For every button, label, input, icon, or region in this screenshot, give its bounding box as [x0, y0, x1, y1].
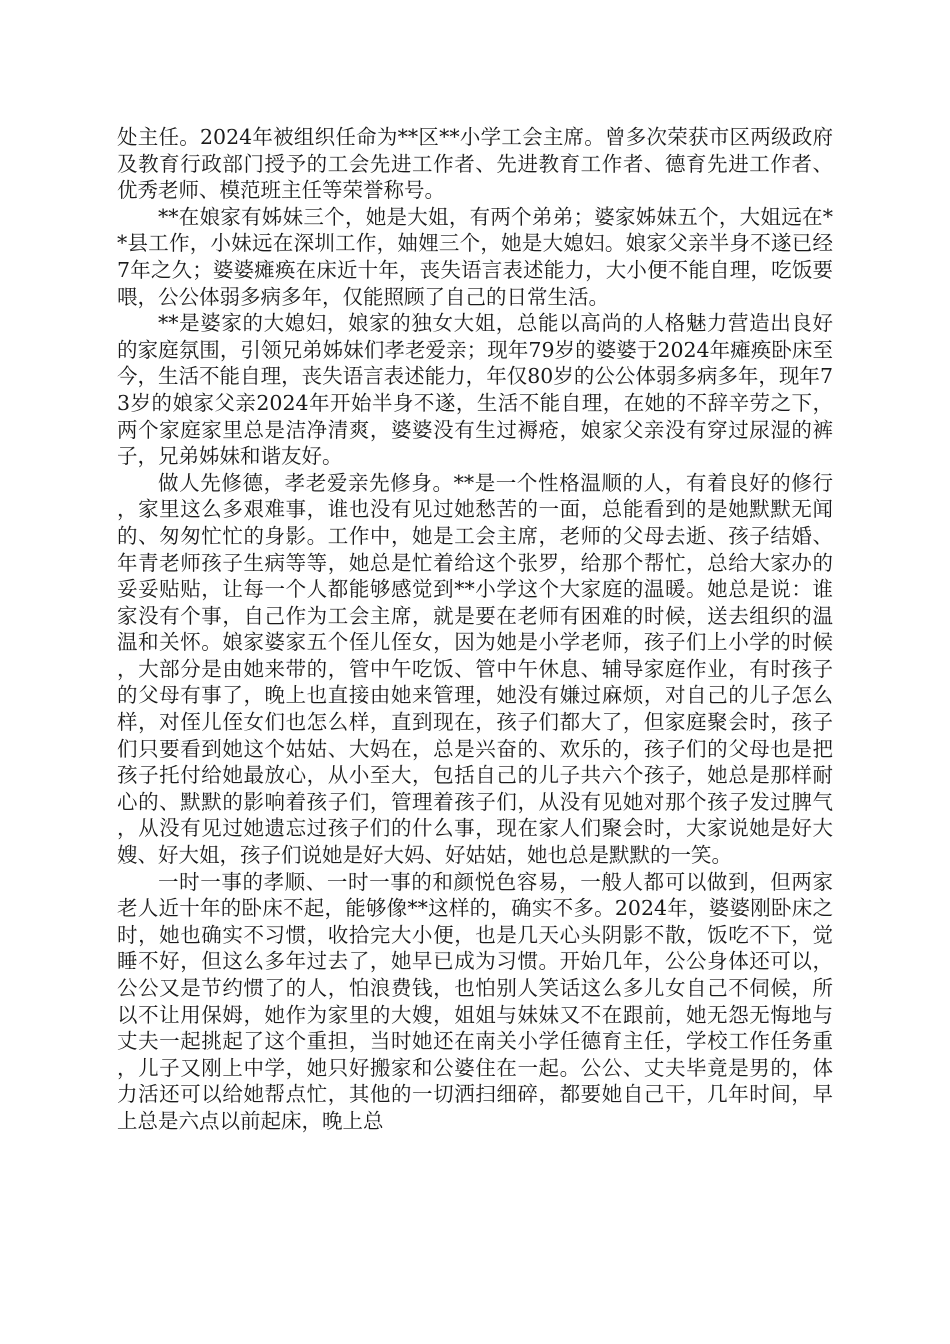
paragraph-family-background: **在娘家有姊妹三个，她是大姐，有两个弟弟；婆家姊妹五个，大姐远在**县工作，小妹远在深圳工作，妯娌三个，她是大媳妇。娘家父亲半身不遂已经7年之久；婆婆瘫痪在床近十年，丧失语言表述能力，大小便不能自理，吃饭要喂，公公体弱多病多年，仅能照顾了自己的日常生活。	[117, 204, 833, 309]
paragraph-continuation: 处主任。2024年被组织任命为**区**小学工会主席。曾多次荣获市区两级政府及教育行政部门授予的工会先进工作者、先进教育工作者、德育先进工作者、优秀老师、模范班主任等荣誉称号。	[117, 125, 833, 203]
paragraph-virtue: 做人先修德，孝老爱亲先修身。**是一个性格温顺的人，有着良好的修行，家里这么多艰难事，谁也没有见过她愁苦的一面，总能看到的是她默默无闻的、匆匆忙忙的身影。工作中，她是工会主席，老师的父母去逝、孩子结婚、年青老师孩子生病等等，她总是忙着给这个张罗，给那个帮忙，总给大家办的妥妥贴贴，让每一个人都能够感觉到**小学这个大家庭的温暖。她总是说：谁家没有个事，自己作为工会主席，就是要在老师有困难的时候，送去组织的温温和关怀。娘家婆家五个侄儿侄女，因为她是小学老师，孩子们上小学的时候，大部分是由她来带的，管中午吃饭、管中午休息、辅导家庭作业，有时孩子的父母有事了，晚上也直接由她来管理，她没有嫌过麻烦，对自己的儿子怎么样，对侄儿侄女们也怎么样，直到现在，孩子们都大了，但家庭聚会时，孩子们只要看到她这个姑姑、大妈在，总是兴奋的、欢乐的，孩子们的父母也是把孩子托付给她最放心，从小至大，包括自己的儿子共六个孩子，她总是那样耐心的、默默的影响着孩子们，管理着孩子们，从没有见她对那个孩子发过脾气，从没有见过她遗忘过孩子们的什么事，现在家人们聚会时，大家说她是好大嫂、好大姐，孩子们说她是好大妈、好姑姑，她也总是默默的一笑。	[117, 470, 833, 868]
paragraph-eldest-daughter-in-law: **是婆家的大媳妇，娘家的独女大姐，总能以高尚的人格魅力营造出良好的家庭氛围，引领兄弟姊妹们孝老爱亲；现年79岁的婆婆于2024年瘫痪卧床至今，生活不能自理，丧失语言表述能力，年仅80岁的公公体弱多病多年，现年73岁的娘家父亲2024年开始半身不遂，生活不能自理，在她的不辞辛劳之下，两个家庭家里总是洁净清爽，婆婆没有生过褥疮，娘家父亲没有穿过尿湿的裤子，兄弟姊妹和谐友好。	[117, 311, 833, 469]
paragraph-long-term-care: 一时一事的孝顺、一时一事的和颜悦色容易，一般人都可以做到，但两家老人近十年的卧床不起，能够像**这样的，确实不多。2024年，婆婆刚卧床之时，她也确实不习惯，收拾完大小便，也是几天心头阴影不散，饭吃不下，觉睡不好，但这么多年过去了，她早已成为习惯。开始几年，公公身体还可以，公公又是节约惯了的人，怕浪费钱，也怕别人笑话这么多儿女自己不伺候，所以不让用保姆，她作为家里的大嫂，姐姐与妹妹又不在跟前，她无怨无悔地与丈夫一起挑起了这个重担，当时她还在南关小学任德育主任，学校工作任务重，儿子又刚上中学，她只好搬家和公婆住在一起。公公、丈夫毕竟是男的，体力活还可以给她帮点忙，其他的一切洒扫细碎，都要她自己干，几年时间，早上总是六点以前起床，晚上总	[117, 869, 833, 1133]
body-text	[117, 124, 833, 1135]
